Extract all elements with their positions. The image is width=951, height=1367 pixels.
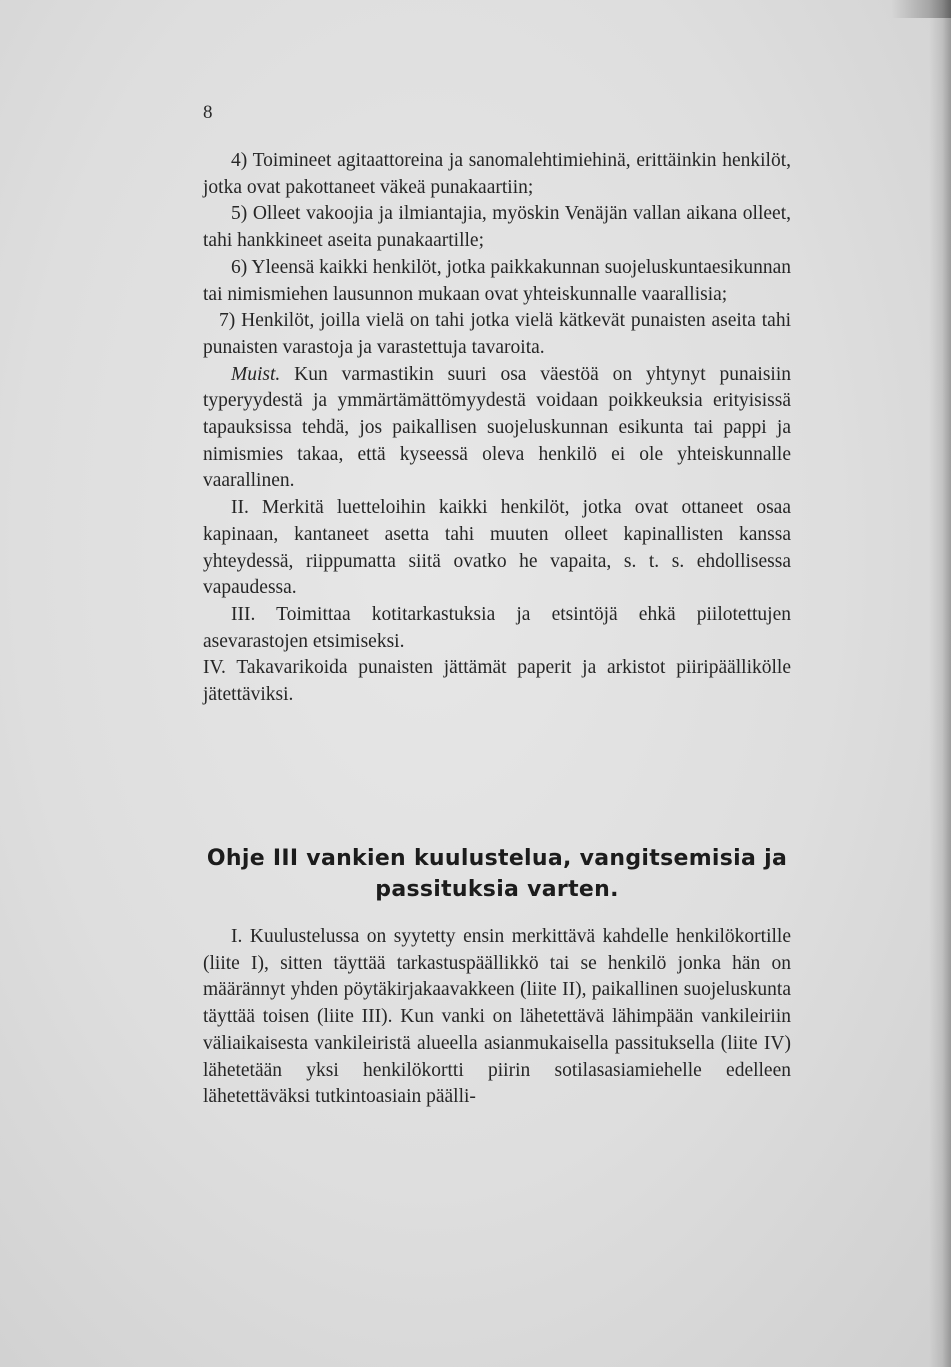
list-item-7-text: 7) Henkilöt, joilla vielä on tahi jotka vielä kätkevät punaisten aseita tahi punaisten varastoja ja varastettuja tavaroita. <box>203 310 791 358</box>
lower-text-block <box>203 924 791 1111</box>
page-corner-shadow <box>891 0 951 18</box>
section-iv: IV. Takavarikoida punaisten jättämät paperit ja arkistot piiripäällikölle jätettäviksi. <box>203 657 791 706</box>
instruction-paragraph: I. Kuulustelussa on syytetty ensin merkittävä kahdelle henkilökortille (liite I), sitten täyttää tarkastuspäällikkö tai se henkilö jonka hän on määrännyt yhden pöytäkirjakaavakkeen (liite II), paikallinen suojeluskunta täyttää toisen (liite III). Kun vanki on lähetettävä lähimpään vankileiriin väliaikaisesta vankileiristä alueella asianmukaisella passituksella (liite IV) lähetetään yksi henkilökortti piirin sotilasasiamiehelle edelleen lähetettäväksi tutkintoasiain päälli- <box>203 926 791 1108</box>
list-item-5: 5) Olleet vakoojia ja ilmiantajia, myöskin Venäjän vallan aikana olleet, tahi hankkineet aseita punakaartille; <box>203 203 791 252</box>
upper-text-block <box>203 148 791 709</box>
section-heading <box>203 843 791 905</box>
page-edge-shadow <box>929 0 951 1367</box>
list-item-7 <box>203 308 791 361</box>
section-ii: II. Merkitä luetteloihin kaikki henkilöt, jotka ovat ottaneet osaa kapinaan, kantaneet asetta tahi muuten olleet kapinallisten kanssa yhteydessä, riippumatta siitä ovatko he vapaita, s. t. s. ehdollisessa vapaudessa. <box>203 497 791 599</box>
heading-line-2: passituksia varten. <box>375 877 619 902</box>
note-text: Kun varmastikin suuri osa väestöä on yhtynyt punaisiin typeryydestä ja ymmärtämättömyydestä voidaan poikkeuksia erityisissä tapauksissa tehdä, jos paikallisen suojeluskunnan esikunta tai pappi ja nimismies takaa, että kyseessä oleva henkilö ei ole yhteiskunnalle vaarallinen. <box>203 363 791 492</box>
section-iii: III. Toimittaa kotitarkastuksia ja etsintöjä ehkä piilotettujen asevarastojen etsimiseksi. <box>203 603 791 652</box>
list-item-6: 6) Yleensä kaikki henkilöt, jotka paikkakunnan suojeluskuntaesikunnan tai nimismiehen lausunnon mukaan ovat yhteiskunnalle vaarallisia; <box>203 256 791 305</box>
note-paragraph <box>203 362 791 496</box>
list-item-4: 4) Toimineet agitaattoreina ja sanomalehtimiehinä, erittäinkin henkilöt, jotka ovat pakottaneet väkeä punakaartiin; <box>203 150 791 198</box>
page-number: 8 <box>203 102 213 123</box>
heading-line-1: Ohje III vankien kuulustelua, vangitsemisia ja <box>206 846 788 871</box>
note-label: Muist. <box>231 363 281 385</box>
